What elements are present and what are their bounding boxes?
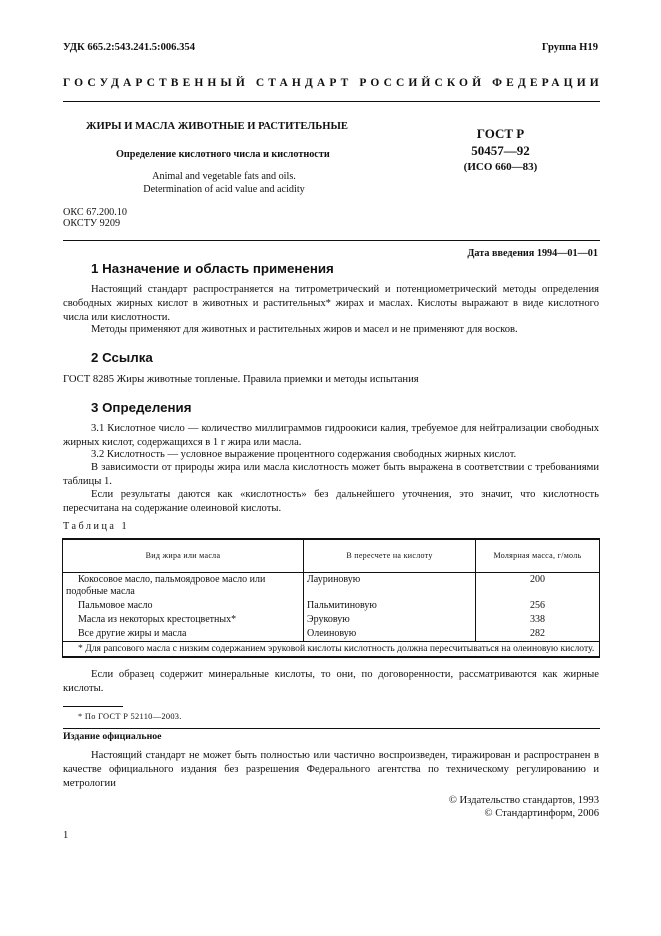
table-cell-kind: Пальмовое масло [63,599,304,613]
header-rule [63,101,600,102]
table-caption: Таблица 1 [63,521,130,532]
page-number: 1 [63,830,69,841]
table-cell-acid: Пальмитиновую [304,599,476,613]
title-rule [63,240,600,241]
gost-number-line1: ГОСТ Р [476,126,525,141]
table-row [63,627,600,642]
oks-code: ОКС 67.200.10 [63,207,127,218]
document-subtitle: Определение кислотного числа и кислотности [116,149,330,160]
okstu-code: ОКСТУ 9209 [63,218,121,229]
section-3-paragraph-3: В зависимости от природы жира или масла кислотность может быть выражена в соответствии с требованиями таблицы 1. [63,462,599,487]
table-cell-acid: Лауриновую [304,573,476,600]
after-table-paragraph: Если образец содержит минеральные кислоты, то они, по договоренности, рассматриваются как жирные кислоты. [63,669,599,694]
effective-date: Дата введения 1994—01—01 [467,248,598,259]
table-cell-kind: Кокосовое масло, пальмоядровое масло или подобные масла [63,573,304,600]
table-row [63,599,600,613]
official-edition-text: Настоящий стандарт не может быть полностью или частично воспроизведен, тиражирован и распространен в качестве официального издания без разрешения Федерального агентства по техническому регулированию и метрологии [63,750,599,789]
document-title: ЖИРЫ И МАСЛА ЖИВОТНЫЕ И РАСТИТЕЛЬНЫЕ [86,121,348,132]
section-3-paragraph-1: 3.1 Кислотное число — количество миллиграммов гидроокиси калия, требуемое для нейтрализации свободных жирных кислот, содержащихся в 1 г жира или масла. [63,423,599,448]
table-row [63,573,600,600]
footnote-rule [63,706,123,707]
iso-number: (ИСО 660—83) [463,161,538,173]
gost-number-line2: 50457—92 [471,143,530,158]
copyright-publisher: © Издательство стандартов, 1993 [448,795,599,806]
english-title-line1: Animal and vegetable fats and oils. [152,171,296,182]
footnote: * По ГОСТ Р 52110—2003. [78,712,182,721]
official-edition-heading: Издание официальное [63,731,162,742]
table-cell-mass: 338 [476,613,600,627]
table-cell-mass: 200 [476,573,600,600]
acid-table [62,538,600,658]
official-rule [63,728,600,729]
table-cell-acid: Олеиновую [304,627,476,642]
section-2-heading: 2 Ссылка [91,350,153,365]
section-3-paragraph-4: Если результаты даются как «кислотность» без дальнейшего уточнения, это значит, что кислотность пересчитана на содержание олеиновой кислоты. [63,489,599,514]
table-row [63,613,600,627]
section-1-paragraph-1: Настоящий стандарт распространяется на титрометрический и потенциометрический методы определения свободных жирных кислот в животных и растительных* жирах и маслах. Кислоты выражают в виде кислотного числа или кислотности. [63,284,599,323]
section-2-paragraph: ГОСТ 8285 Жиры животные топленые. Правила приемки и методы испытания [63,374,419,385]
copyright-standartinform: © Стандартинформ, 2006 [484,808,599,819]
table-cell-mass: 282 [476,627,600,642]
udk-code: УДК 665.2:543.241.5:006.354 [63,42,196,53]
section-1-heading: 1 Назначение и область применения [91,261,334,276]
section-1-paragraph-2: Методы применяют для животных и растительных жиров и масел и не применяют для восков. [91,324,518,335]
table-header-kind: Вид жира или масла [63,539,304,573]
section-3-paragraph-2: 3.2 Кислотность — условное выражение процентного содержания свободных жирных кислот. [91,449,517,460]
table-note: * Для рапсового масла с низким содержанием эруковой кислоты кислотность должна пересчитываться на олеиновую кислоту. [63,642,600,658]
section-3-heading: 3 Определения [91,400,192,415]
table-cell-kind: Масла из некоторых крестоцветных* [63,613,304,627]
state-standard-heading: ГОСУДАРСТВЕННЫЙ СТАНДАРТ РОССИЙСКОЙ ФЕДЕРАЦИИ [63,77,603,89]
table-header-acid: В пересчете на кислоту [304,539,476,573]
table-cell-kind: Все другие жиры и масла [63,627,304,642]
english-title-line2: Determination of acid value and acidity [143,184,305,195]
table-cell-mass: 256 [476,599,600,613]
group-code: Группа Н19 [541,42,598,53]
table-cell-acid: Эруковую [304,613,476,627]
table-header-mass: Молярная масса, г/моль [476,539,600,573]
